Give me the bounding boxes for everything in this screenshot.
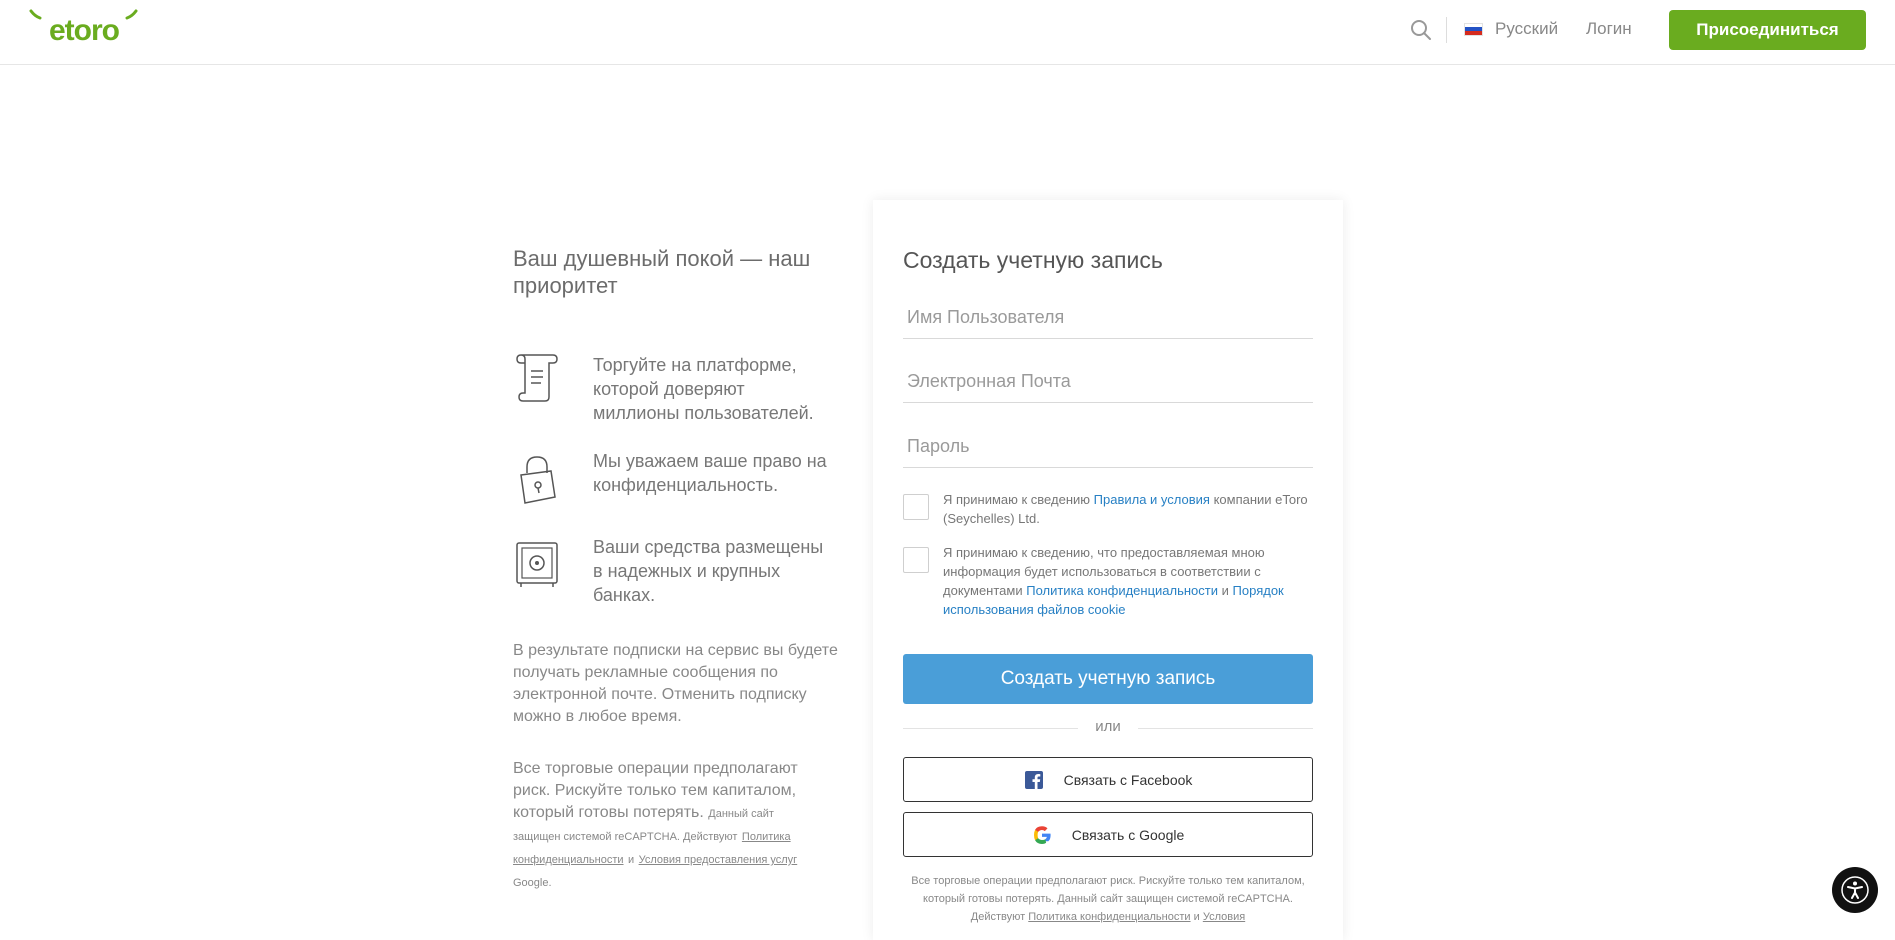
- etoro-logo-icon: [28, 9, 140, 45]
- email-input[interactable]: [903, 361, 1313, 403]
- consent2-and: и: [1221, 583, 1229, 598]
- accessibility-icon[interactable]: [1832, 867, 1878, 913]
- and-text: и: [627, 854, 635, 866]
- privacy-checkbox[interactable]: [903, 547, 929, 573]
- google-text: Google.: [513, 877, 552, 889]
- footer-privacy-link[interactable]: Политика конфиденциальности: [1028, 911, 1191, 923]
- trust-info-column: [513, 245, 843, 889]
- scroll-icon: [513, 349, 561, 405]
- lock-icon: [513, 451, 561, 507]
- risk-text: Все торговые операции предполагают риск. Рискуйте только тем капиталом, который готовы потерять.: [513, 760, 798, 821]
- feature-item: [513, 537, 824, 605]
- russia-flag-icon: [1464, 23, 1483, 36]
- language-selector[interactable]: [1464, 19, 1558, 39]
- etoro-logo[interactable]: [28, 9, 140, 50]
- feature-text: Ваши средства размещены в надежных и крупных банках.: [593, 537, 824, 605]
- footer-text: Все торговые операции предполагают риск. Рискуйте только тем капиталом, который готовы потерять. Данный сайт защищен системой reCAPTCHA. Действуют: [911, 875, 1305, 923]
- trust-title: Ваш душевный покой — наш приоритет: [513, 246, 811, 298]
- top-header: [0, 0, 1895, 65]
- facebook-icon: [1024, 770, 1044, 790]
- password-input[interactable]: [903, 426, 1313, 468]
- signup-card: [873, 200, 1343, 940]
- privacy-policy-link[interactable]: Политика конфиденциальности: [1026, 583, 1219, 598]
- consent1-suffix: компании eToro (Seychelles) Ltd.: [943, 492, 1308, 526]
- svg-text:etoro: etoro: [49, 14, 119, 45]
- or-divider: [903, 718, 1313, 738]
- google-label: Связать с Google: [1071, 826, 1185, 843]
- header-divider: [1446, 17, 1447, 43]
- username-input[interactable]: [903, 297, 1313, 339]
- create-account-button[interactable]: Создать учетную запись: [903, 654, 1313, 704]
- footer-terms-link[interactable]: Условия: [1202, 911, 1246, 923]
- cookie-policy-link[interactable]: Порядок использования файлов cookie: [943, 583, 1284, 617]
- login-link[interactable]: Логин: [1586, 19, 1632, 38]
- feature-text: Торгуйте на платформе, которой доверяют миллионы пользователей.: [593, 355, 814, 423]
- consent1-prefix: Я принимаю к сведению: [943, 492, 1091, 507]
- safe-icon: [513, 537, 561, 593]
- join-button[interactable]: Присоединиться: [1669, 10, 1866, 50]
- subscription-note: В результате подписки на сервис вы будете получать рекламные сообщения по электронной почте. Отменить подписку можно в любое время.: [513, 642, 838, 725]
- consent2-prefix: Я принимаю к сведению, что предоставляемая мною информация будет использоваться в соответствии с документами: [943, 545, 1265, 598]
- recaptcha-text: Данный сайт защищен системой reCAPTCHA. Действуют: [513, 808, 774, 843]
- feature-item: [513, 451, 827, 507]
- card-footer-note: [903, 872, 1313, 926]
- privacy-policy-link[interactable]: Политика конфиденциальности: [513, 831, 791, 866]
- search-icon[interactable]: [1408, 17, 1434, 43]
- risk-note: [513, 758, 823, 894]
- signup-title: Создать учетную запись: [903, 247, 1163, 273]
- facebook-label: Связать с Facebook: [1063, 771, 1193, 788]
- footer-and: и: [1193, 911, 1200, 923]
- google-icon: [1032, 825, 1052, 845]
- language-label: Русский: [1495, 19, 1559, 38]
- google-connect-button[interactable]: [903, 812, 1313, 857]
- terms-consent-text: [943, 490, 1313, 528]
- or-text: или: [1095, 718, 1121, 735]
- feature-item: [513, 349, 814, 423]
- terms-conditions-link[interactable]: Правила и условия: [1093, 492, 1210, 507]
- privacy-consent-text: [943, 543, 1313, 619]
- terms-checkbox[interactable]: [903, 494, 929, 520]
- terms-of-service-link[interactable]: Условия предоставления услуг: [638, 854, 798, 866]
- feature-text: Мы уважаем ваше право на конфиденциальность.: [593, 451, 827, 495]
- facebook-connect-button[interactable]: [903, 757, 1313, 802]
